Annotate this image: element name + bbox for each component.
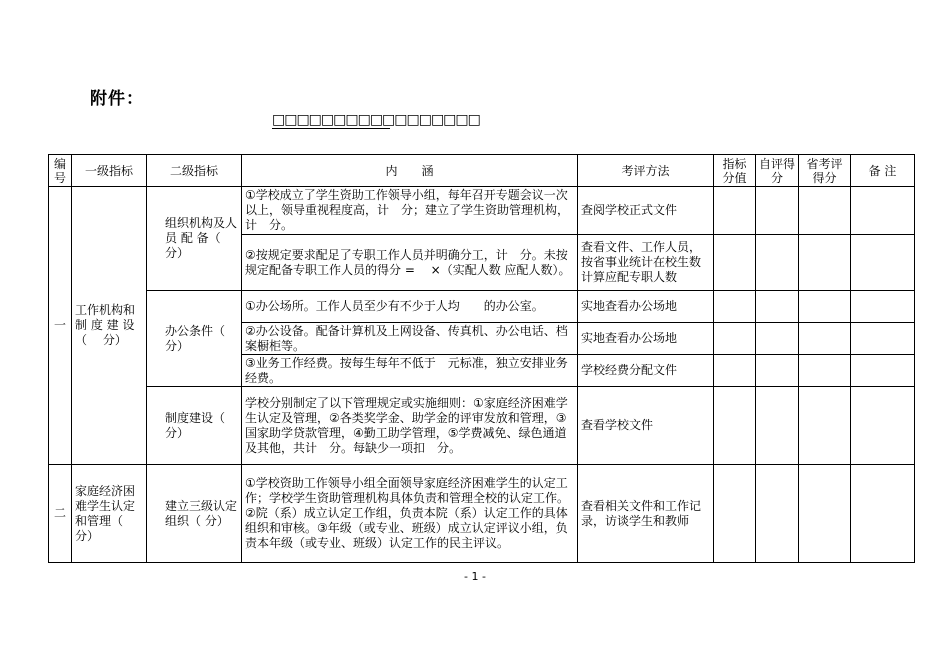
score-cell	[714, 187, 756, 235]
score-cell	[714, 323, 756, 355]
evaluation-table	[48, 154, 915, 563]
self-score-cell	[756, 235, 799, 291]
method-cell: 查看学校文件	[578, 387, 714, 465]
content-cell: 学校分别制定了以下管理规定或实施细则：①家庭经济困难学生认定及管理，②各类奖学金、助学金的评审发放和管理，③国家助学贷款管理，④勤工助学管理，⑤学费减免、绿色通道及其他，共计 分。每缺少一项扣 分。	[242, 387, 578, 465]
level1-indicator: 工作机构和制 度 建 设 （ 分）	[72, 187, 147, 465]
level2-indicator: 办公条件（ 分）	[147, 291, 242, 387]
content-cell: ①办公场所。工作人员至少有不少于人均 的办公室。	[242, 291, 578, 323]
province-score-cell	[799, 465, 851, 563]
page-number: - 1 -	[464, 570, 486, 583]
level2-indicator: 制度建设（ 分）	[147, 387, 242, 465]
document-title: □□□□□□□□□□□□□□□□□	[272, 112, 480, 128]
score-cell	[714, 291, 756, 323]
content-cell: ①学校成立了学生资助工作领导小组，每年召开专题会议一次以上，领导重视程度高，计 分；建立了学生资助管理机构，计 分。	[242, 187, 578, 235]
province-score-cell	[799, 387, 851, 465]
self-score-cell	[756, 323, 799, 355]
score-cell	[714, 355, 756, 387]
province-score-cell	[799, 323, 851, 355]
method-cell: 实地查看办公场地	[578, 291, 714, 323]
self-score-cell	[756, 465, 799, 563]
col-level2: 二级指标	[147, 155, 242, 187]
level1-indicator: 家庭经济困难学生认定和管理（ 分）	[72, 465, 147, 563]
method-cell: 查阅学校正式文件	[578, 187, 714, 235]
self-score-cell	[756, 187, 799, 235]
method-cell: 查看文件、工作人员，按省事业统计在校生数计算应配专职人数	[578, 235, 714, 291]
row-number: 一	[49, 187, 72, 465]
col-level1: 一级指标	[72, 155, 147, 187]
content-cell: ①学校资助工作领导小组全面领导家庭经济困难学生的认定工作；学校学生资助管理机构具体负责和管理全校的认定工作。②院（系）成立认定工作组，负责本院（系）认定工作的具体组织和审核。③年级（或专业、班级）成立认定评议小组，负责本年级（或专业、班级）认定工作的民主评议。	[242, 465, 578, 563]
level2-indicator: 建立三级认定组织（ 分）	[147, 465, 242, 563]
province-score-cell	[799, 291, 851, 323]
content-cell: ②办公设备。配备计算机及上网设备、传真机、办公电话、档案橱柜等。	[242, 323, 578, 355]
row-number: 二	[49, 465, 72, 563]
province-score-cell	[799, 235, 851, 291]
score-cell	[714, 387, 756, 465]
self-score-cell	[756, 387, 799, 465]
table-row	[49, 187, 915, 235]
col-province-score: 省考评得分	[799, 155, 851, 187]
remarks-cell	[851, 387, 915, 465]
table-row	[49, 291, 915, 323]
method-cell: 查看相关文件和工作记录，访谈学生和教师	[578, 465, 714, 563]
col-remarks: 备 注	[851, 155, 915, 187]
col-number: 编号	[49, 155, 72, 187]
remarks-cell	[851, 187, 915, 235]
remarks-cell	[851, 235, 915, 291]
remarks-cell	[851, 465, 915, 563]
self-score-cell	[756, 355, 799, 387]
content-cell: ③业务工作经费。按每生每年不低于 元标准，独立安排业务经费。	[242, 355, 578, 387]
score-cell	[714, 465, 756, 563]
remarks-cell	[851, 291, 915, 323]
header-row	[49, 155, 915, 187]
remarks-cell	[851, 323, 915, 355]
table-row	[49, 387, 915, 465]
self-score-cell	[756, 291, 799, 323]
method-cell: 学校经费分配文件	[578, 355, 714, 387]
col-self-score: 自评得分	[756, 155, 799, 187]
remarks-cell	[851, 355, 915, 387]
content-cell: ②按规定要求配足了专职工作人员并明确分工，计 分。未按规定配备专职工作人员的得分 = ×（实配人数 应配人数）。	[242, 235, 578, 291]
col-method: 考评方法	[578, 155, 714, 187]
col-score: 指标分值	[714, 155, 756, 187]
level2-indicator: 组织机构及人 员 配 备（ 分）	[147, 187, 242, 291]
attachment-label: 附件：	[90, 89, 144, 109]
method-cell: 实地查看办公场地	[578, 323, 714, 355]
province-score-cell	[799, 187, 851, 235]
score-cell	[714, 235, 756, 291]
province-score-cell	[799, 355, 851, 387]
col-content: 内 涵	[242, 155, 578, 187]
table-row	[49, 465, 915, 563]
